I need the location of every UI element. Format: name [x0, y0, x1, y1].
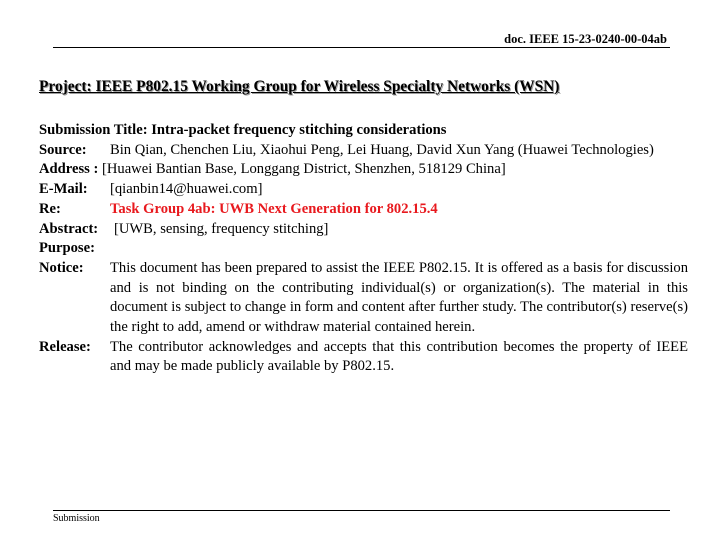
- purpose-value: [110, 239, 688, 259]
- release-row: [39, 338, 688, 377]
- address-value: [Huawei Bantian Base, Longgang District, Shenzhen, 518129 China]: [102, 161, 506, 178]
- submission-title-value: Intra-packet frequency stitching considerations: [151, 122, 447, 138]
- abstract-value: [UWB, sensing, frequency stitching]: [114, 220, 329, 237]
- submission-title-line: [39, 121, 688, 141]
- release-value: The contributor acknowledges and accepts that this contribution becomes the property of IEEE and may be made publicly available by P802.15.: [110, 338, 688, 375]
- email-colon: :: [82, 181, 88, 198]
- release-label: Release:: [39, 338, 91, 355]
- project-title: Project: IEEE P802.15 Working Group for Wireless Specialty Networks (WSN): [39, 78, 560, 95]
- abstract-label: Abstract:: [39, 220, 99, 237]
- doc-id: doc. IEEE 15-23-0240-00-04ab: [504, 32, 667, 46]
- re-label: Re:: [39, 200, 61, 217]
- notice-label: Notice:: [39, 259, 84, 276]
- abstract-row: [39, 220, 688, 240]
- footer-label: Submission: [53, 513, 100, 524]
- email-label: E-Mail: [39, 181, 83, 198]
- re-row: [39, 200, 688, 220]
- email-value: [qianbin14@huawei.com]: [110, 181, 263, 198]
- notice-row: [39, 259, 688, 338]
- purpose-row: [39, 239, 688, 259]
- address-label: Address :: [39, 161, 99, 178]
- submission-title-label: Submission Title:: [39, 122, 148, 138]
- purpose-label: Purpose:: [39, 240, 95, 257]
- submission-body: [39, 121, 688, 377]
- source-value: Bin Qian, Chenchen Liu, Xiaohui Peng, Lei Huang, David Xun Yang (Huawei Technologies): [110, 141, 654, 158]
- notice-value: This document has been prepared to assist the IEEE P802.15. It is offered as a basis for discussion and is not binding on the contributing individual(s) or organization(s). The material in this document is subject to change in form and content after further study. The contributor(s) reserve(s) the right to add, amend or withdraw material contained herein.: [110, 259, 688, 336]
- re-value: Task Group 4ab: UWB Next Generation for 802.15.4: [110, 200, 438, 217]
- source-row: [39, 141, 688, 161]
- footer-rule: [53, 510, 670, 511]
- address-line: [39, 160, 688, 180]
- source-label: Source:: [39, 141, 87, 158]
- email-row: [39, 180, 688, 200]
- email-label-group: [39, 180, 110, 200]
- header-rule: [53, 47, 670, 48]
